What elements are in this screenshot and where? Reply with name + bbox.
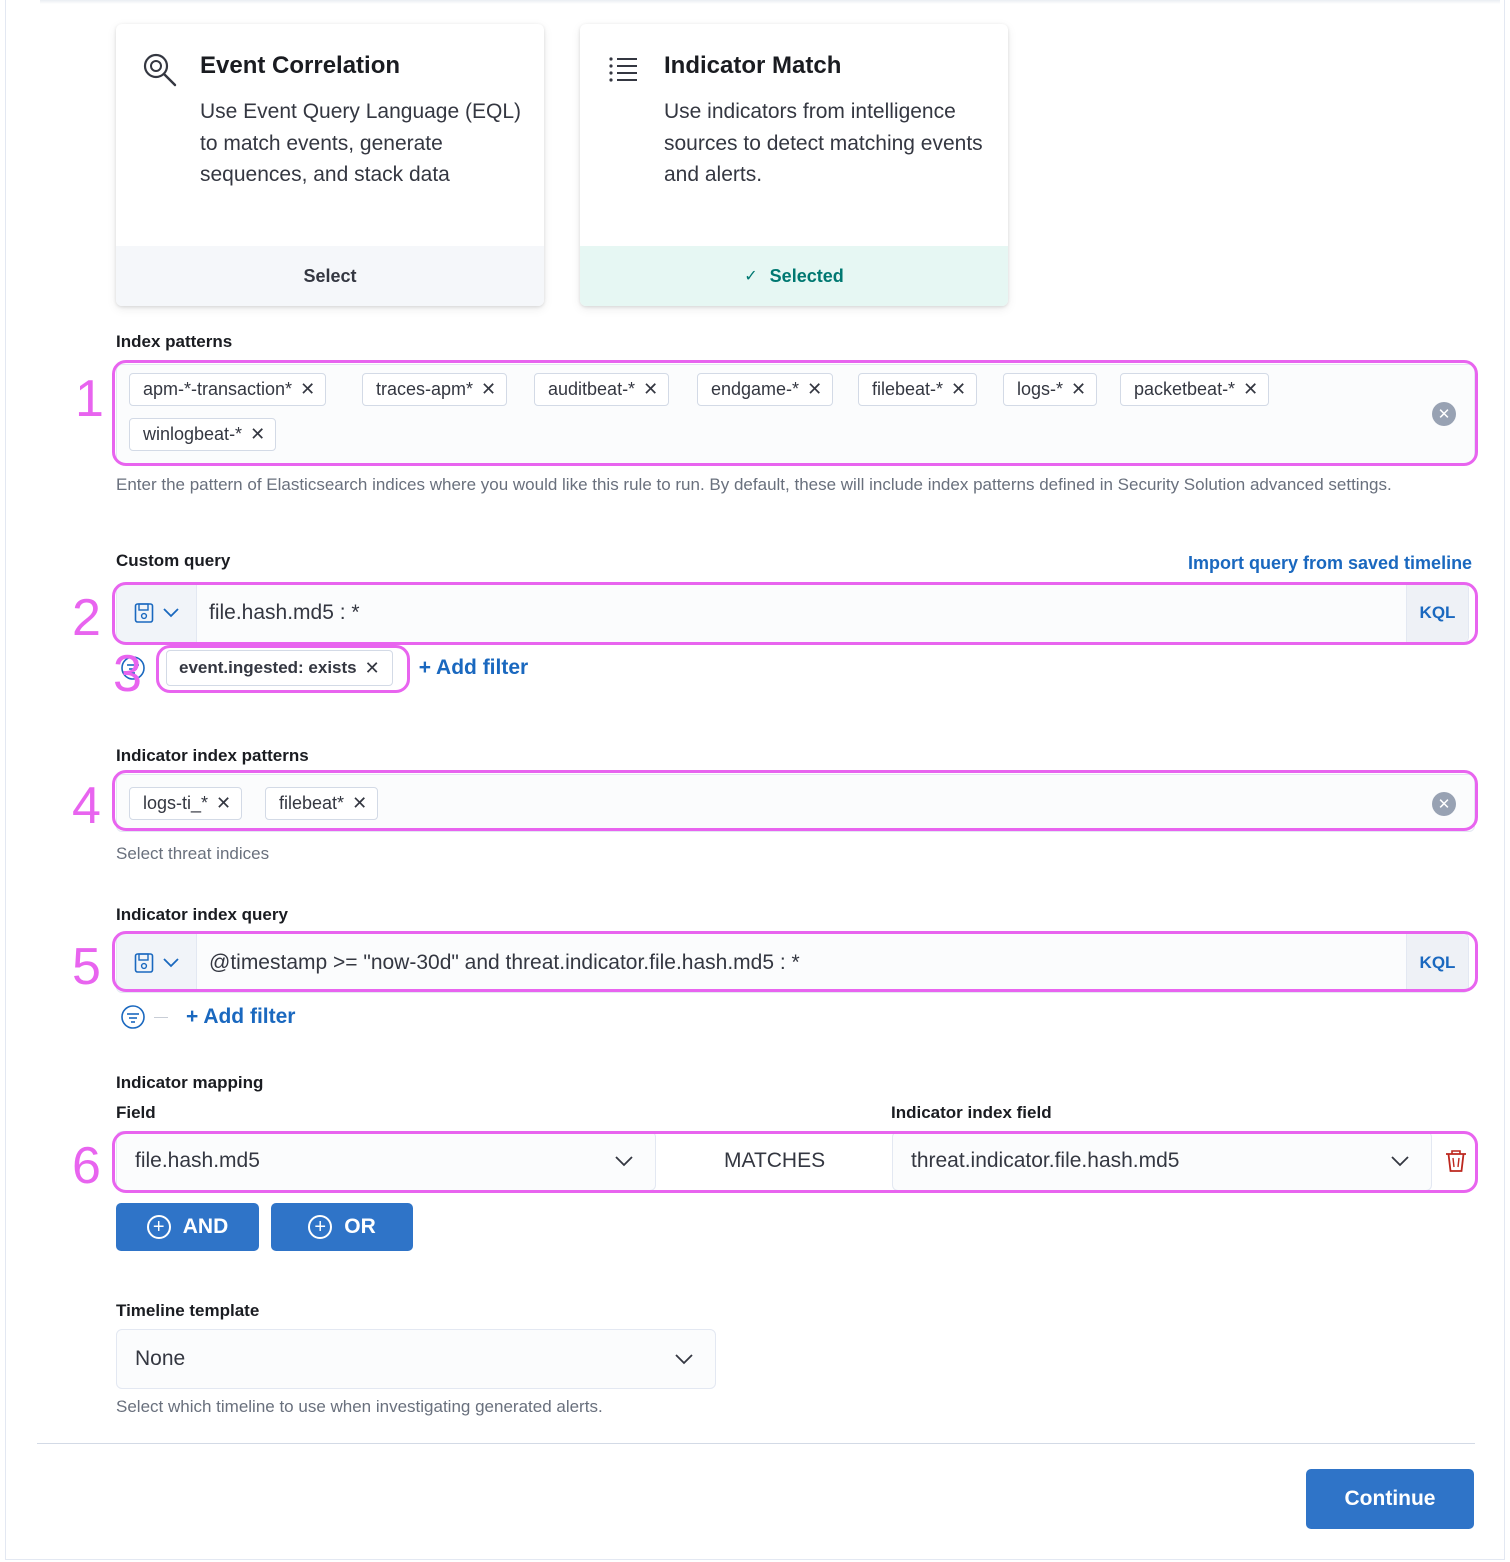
card-title: Event Correlation bbox=[200, 52, 401, 79]
rule-type-card-indicator-match[interactable] bbox=[580, 24, 1008, 306]
index-chip[interactable]: packetbeat-* ✕ bbox=[1120, 373, 1269, 406]
continue-button[interactable]: Continue bbox=[1306, 1469, 1474, 1529]
index-chip[interactable]: apm-*-transaction* ✕ bbox=[129, 373, 326, 406]
index-chip[interactable]: endgame-* ✕ bbox=[697, 373, 833, 406]
indicator-field-select-value: threat.indicator.file.hash.md5 bbox=[911, 1149, 1180, 1172]
remove-icon[interactable]: ✕ bbox=[1071, 379, 1087, 399]
clear-icon[interactable]: ✕ bbox=[1432, 792, 1456, 816]
filter-menu-icon[interactable] bbox=[120, 1004, 146, 1030]
selected-button[interactable] bbox=[580, 246, 1008, 306]
indicator-query-filter-bar bbox=[120, 1004, 295, 1030]
trash-icon[interactable] bbox=[1443, 1148, 1469, 1174]
indicator-query-input[interactable]: @timestamp >= "now-30d" and threat.indicator.file.hash.md5 : * bbox=[209, 951, 800, 974]
indicator-field-select[interactable] bbox=[892, 1131, 1432, 1191]
index-patterns-help: Enter the pattern of Elasticsearch indices where you would like this rule to run. By default, these will include index patterns defined in Security Solution advanced settings. bbox=[116, 475, 1392, 494]
remove-icon[interactable]: ✕ bbox=[481, 379, 497, 399]
plus-circle-icon: + bbox=[147, 1215, 171, 1239]
save-icon bbox=[134, 952, 154, 974]
language-switcher[interactable]: KQL bbox=[1406, 584, 1468, 642]
timeline-template-value: None bbox=[135, 1347, 186, 1370]
save-icon bbox=[134, 602, 154, 624]
field-select[interactable] bbox=[116, 1131, 656, 1191]
or-button[interactable]: + OR bbox=[271, 1203, 413, 1251]
language-switcher[interactable]: KQL bbox=[1406, 934, 1468, 992]
divider bbox=[37, 1443, 1475, 1444]
remove-icon[interactable]: ✕ bbox=[807, 379, 823, 399]
timeline-template-select[interactable] bbox=[116, 1329, 716, 1389]
select-label: Select bbox=[303, 265, 357, 286]
indicator-index-query-bar[interactable] bbox=[116, 933, 1469, 993]
indicator-mapping-label: Indicator mapping bbox=[116, 1073, 264, 1092]
import-query-link[interactable]: Import query from saved timeline bbox=[1188, 553, 1473, 573]
indicator-index-patterns-combobox[interactable] bbox=[116, 774, 1475, 832]
index-chip[interactable]: filebeat-* ✕ bbox=[858, 373, 977, 406]
custom-query-label: Custom query bbox=[116, 551, 231, 570]
index-chip[interactable]: auditbeat-* ✕ bbox=[534, 373, 669, 406]
select-button[interactable] bbox=[116, 246, 544, 306]
annotation-number: 6 bbox=[72, 1137, 101, 1195]
top-shadow bbox=[40, 0, 1500, 4]
chevron-down-icon bbox=[673, 1348, 695, 1370]
selected-label: Selected bbox=[769, 265, 844, 286]
matches-operator: MATCHES bbox=[724, 1149, 826, 1172]
remove-icon[interactable]: ✕ bbox=[643, 379, 659, 399]
timeline-template-label: Timeline template bbox=[116, 1301, 260, 1320]
and-button[interactable]: + AND bbox=[116, 1203, 259, 1251]
remove-icon[interactable]: ✕ bbox=[364, 657, 380, 678]
chevron-down-icon bbox=[162, 607, 180, 619]
timeline-template-help: Select which timeline to use when investigating generated alerts. bbox=[116, 1397, 603, 1416]
list-icon bbox=[606, 52, 642, 88]
magnify-icon bbox=[142, 52, 178, 88]
remove-icon[interactable]: ✕ bbox=[216, 793, 232, 813]
index-chip[interactable]: winlogbeat-* ✕ bbox=[129, 418, 276, 451]
chevron-down-icon bbox=[1389, 1150, 1411, 1172]
field-select-value: file.hash.md5 bbox=[135, 1149, 260, 1172]
indicator-index-query-label: Indicator index query bbox=[116, 905, 288, 924]
card-title: Indicator Match bbox=[664, 52, 842, 79]
annotation-number: 3 bbox=[113, 645, 142, 703]
indicator-index-patterns-label: Indicator index patterns bbox=[116, 746, 309, 765]
annotation-number: 2 bbox=[72, 589, 101, 647]
custom-query-bar[interactable] bbox=[116, 583, 1469, 643]
add-filter-button[interactable]: + Add filter bbox=[418, 656, 529, 679]
saved-query-menu[interactable] bbox=[117, 584, 197, 642]
index-chip[interactable]: logs-* ✕ bbox=[1003, 373, 1097, 406]
remove-icon[interactable]: ✕ bbox=[250, 424, 266, 444]
annotation-number: 4 bbox=[72, 777, 101, 835]
index-chip[interactable]: traces-apm* ✕ bbox=[362, 373, 507, 406]
saved-query-menu[interactable] bbox=[117, 934, 197, 992]
chevron-down-icon bbox=[162, 957, 180, 969]
annotation-number: 5 bbox=[72, 938, 101, 996]
index-patterns-combobox[interactable] bbox=[116, 364, 1475, 464]
remove-icon[interactable]: ✕ bbox=[1243, 379, 1259, 399]
chevron-down-icon bbox=[613, 1150, 635, 1172]
clear-icon[interactable]: ✕ bbox=[1432, 402, 1456, 426]
remove-icon[interactable]: ✕ bbox=[300, 379, 316, 399]
indicator-index-patterns-help: Select threat indices bbox=[116, 844, 270, 863]
index-chip[interactable]: filebeat* ✕ bbox=[265, 787, 378, 820]
custom-query-input[interactable]: file.hash.md5 : * bbox=[209, 601, 360, 624]
remove-icon[interactable]: ✕ bbox=[352, 793, 368, 813]
indicator-index-field-label: Indicator index field bbox=[891, 1103, 1052, 1122]
separator bbox=[154, 1017, 168, 1018]
check-icon: ✓ bbox=[744, 268, 758, 285]
plus-circle-icon: + bbox=[308, 1215, 332, 1239]
card-description: Use indicators from intelligence sources to detect matching events and alerts. bbox=[664, 100, 983, 186]
add-filter-button[interactable]: + Add filter bbox=[186, 1005, 296, 1028]
field-label: Field bbox=[116, 1103, 156, 1122]
remove-icon[interactable]: ✕ bbox=[951, 379, 967, 399]
card-description: Use Event Query Language (EQL) to match events, generate sequences, and stack data bbox=[200, 100, 522, 186]
index-patterns-label: Index patterns bbox=[116, 332, 233, 351]
annotation-number: 1 bbox=[75, 370, 104, 428]
index-chip[interactable]: logs-ti_* ✕ bbox=[129, 787, 242, 820]
rule-type-card-eql[interactable] bbox=[116, 24, 544, 306]
filter-chip[interactable]: event.ingested: exists ✕ bbox=[166, 650, 393, 686]
custom-query-filter-bar bbox=[120, 650, 528, 686]
